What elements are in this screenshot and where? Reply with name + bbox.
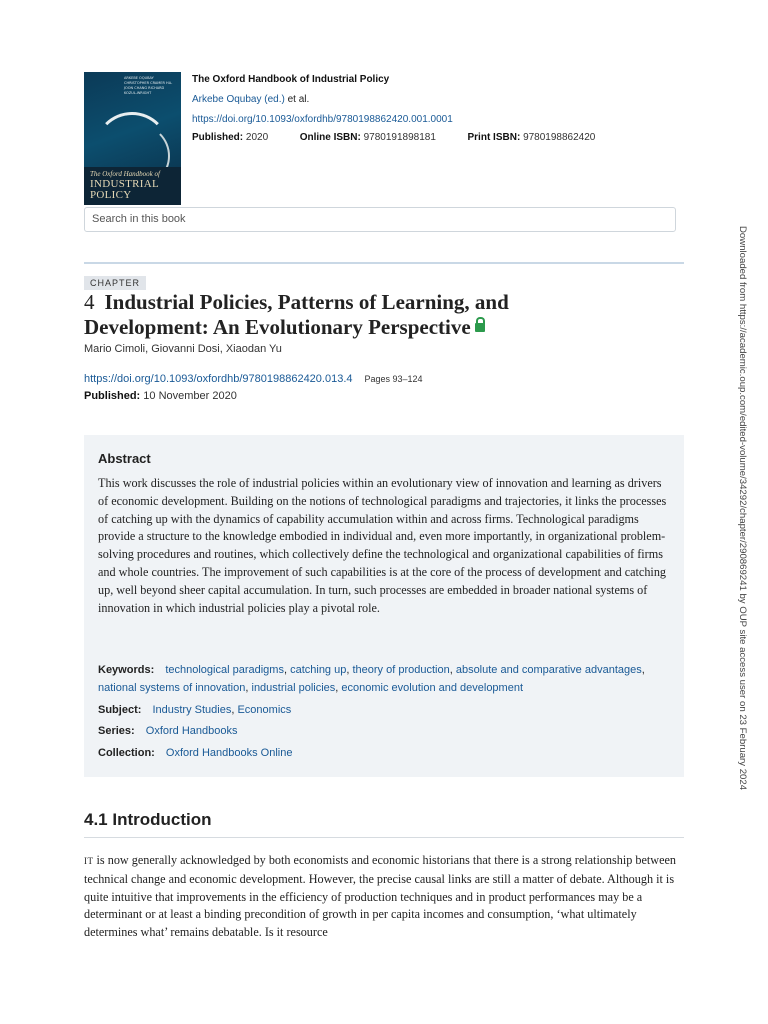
section-body: is now generally acknowledged by both economists and economic historians that there is a strong relationship between technical change and economic development. However, the precise causal links are still a matter of debate. Although it is quite intuitive that improvements in the efficiency of production techniques and in product performances may be a determinant or at least a binding precondition of growth in per capita incomes and consumption, ‘what ultimately determines what’ remains debatable. Is it resource: [84, 853, 676, 940]
subject-link[interactable]: Industry Studies: [152, 704, 232, 716]
book-meta: [192, 72, 595, 145]
keyword-link[interactable]: economic evolution and development: [341, 682, 524, 694]
collection-label: Collection:: [98, 747, 155, 759]
keyword-link[interactable]: technological paradigms: [165, 664, 284, 676]
book-publication-info: [192, 131, 595, 145]
header-divider: [84, 262, 684, 264]
cover-title-big: [90, 179, 159, 201]
download-side-note: [736, 226, 748, 798]
subject-link[interactable]: Economics: [237, 704, 292, 716]
chapter-published-label: Published:: [84, 390, 141, 402]
series-row: [98, 722, 670, 740]
open-access-lock-icon: [475, 323, 485, 332]
section-divider: [84, 837, 684, 838]
chapter-title-line2: Development: An Evolutionary Perspective: [84, 315, 471, 339]
keyword-link[interactable]: absolute and comparative advantages: [455, 664, 642, 676]
abstract-text: This work discusses the role of industrial policies within an evolutionary view of innovation and learning as drivers of economic development. Building on the notions of technological paradigms and trajectories, it links the processes of catching up with the dynamics of capability accumulation within and across firms. Technological paradigms provide a structure to the knowledge embodied in individual and, even more importantly, in organizational problem-solving procedures and routines, which collectively define the technological and organizational capabilities of firms and whole countries. The improvement of such capabilities is at the core of the process of development and catching up, well beyond sheer capital accumulation. In turn, such processes are embedded in broader national systems of innovation in which industrial policies play a pivotal role.: [98, 476, 667, 615]
keyword-link[interactable]: theory of production: [352, 664, 450, 676]
cover-editor-names: ARKEBE OQUBAY CHRISTOPHER CRAMER HA-JOON CHANG RICHARD KOZUL-WRIGHT: [124, 76, 173, 95]
book-doi-link[interactable]: https://doi.org/10.1093/oxfordhb/9780198862420.001.0001: [192, 114, 453, 125]
keyword-link[interactable]: catching up: [290, 664, 347, 676]
subject-row: Subject: Industry Studies, Economics: [98, 704, 292, 716]
keywords-row: Keywords: technological paradigms, catching up, theory of production, absolute and comparative advantages, national systems of innovation, industrial policies, economic evolution and development: [98, 664, 645, 694]
chapter-doi-link[interactable]: https://doi.org/10.1093/oxfordhb/9780198862420.013.4: [84, 373, 353, 385]
print-isbn-value: 9780198862420: [523, 132, 596, 143]
section-lead-word: IT: [84, 856, 94, 866]
chapter-title-line1: Industrial Policies, Patterns of Learning, and: [104, 290, 509, 314]
book-editor-link[interactable]: Arkebe Oqubay (ed.): [192, 94, 285, 105]
chapter-number: 4: [84, 290, 95, 314]
book-editor-suffix: et al.: [284, 94, 310, 105]
cover-title-line1: INDUSTRIAL: [90, 178, 159, 190]
book-cover[interactable]: [84, 72, 181, 205]
chapter-authors: Mario Cimoli, Giovanni Dosi, Xiaodan Yu: [84, 343, 282, 355]
abstract-heading: Abstract: [98, 451, 151, 466]
chapter-published-value: 10 November 2020: [143, 390, 237, 402]
abstract-box: [84, 435, 684, 777]
chapter-pages: Pages 93–124: [364, 374, 423, 384]
book-search-input[interactable]: [84, 207, 676, 232]
series-label: Series:: [98, 725, 135, 737]
series-link[interactable]: Oxford Handbooks: [145, 725, 238, 737]
keywords-label: Keywords:: [98, 664, 155, 676]
subject-label: Subject:: [98, 704, 142, 716]
chapter-doi-line: [84, 373, 423, 385]
online-isbn-value: 9780191898181: [363, 132, 436, 143]
section-heading: 4.1 Introduction: [84, 810, 212, 829]
chapter-title: [84, 290, 684, 340]
online-isbn-label: Online ISBN:: [299, 132, 361, 143]
keyword-link[interactable]: industrial policies: [251, 682, 336, 694]
download-note-text: Downloaded from https://academic.oup.com/edited-volume/34292/chapter/290869241 by OUP site access user on 23 February 2024: [737, 226, 748, 791]
chapter-published: [84, 390, 237, 402]
book-published-value: 2020: [245, 132, 269, 143]
book-published-label: Published:: [192, 132, 244, 143]
section-body-text: [84, 852, 686, 942]
collection-link[interactable]: Oxford Handbooks Online: [165, 747, 293, 759]
cover-title-small: The Oxford Handbook of: [90, 170, 160, 178]
keyword-link[interactable]: national systems of innovation: [98, 682, 246, 694]
book-header: [84, 72, 684, 206]
book-editor-line: [192, 93, 595, 107]
book-title: The Oxford Handbook of Industrial Policy: [192, 74, 390, 85]
search-placeholder: Search in this book: [92, 213, 186, 225]
cover-title-line2: POLICY: [90, 189, 132, 201]
print-isbn-label: Print ISBN:: [467, 132, 521, 143]
collection-row: [98, 744, 670, 762]
chapter-badge: CHAPTER: [84, 276, 146, 290]
